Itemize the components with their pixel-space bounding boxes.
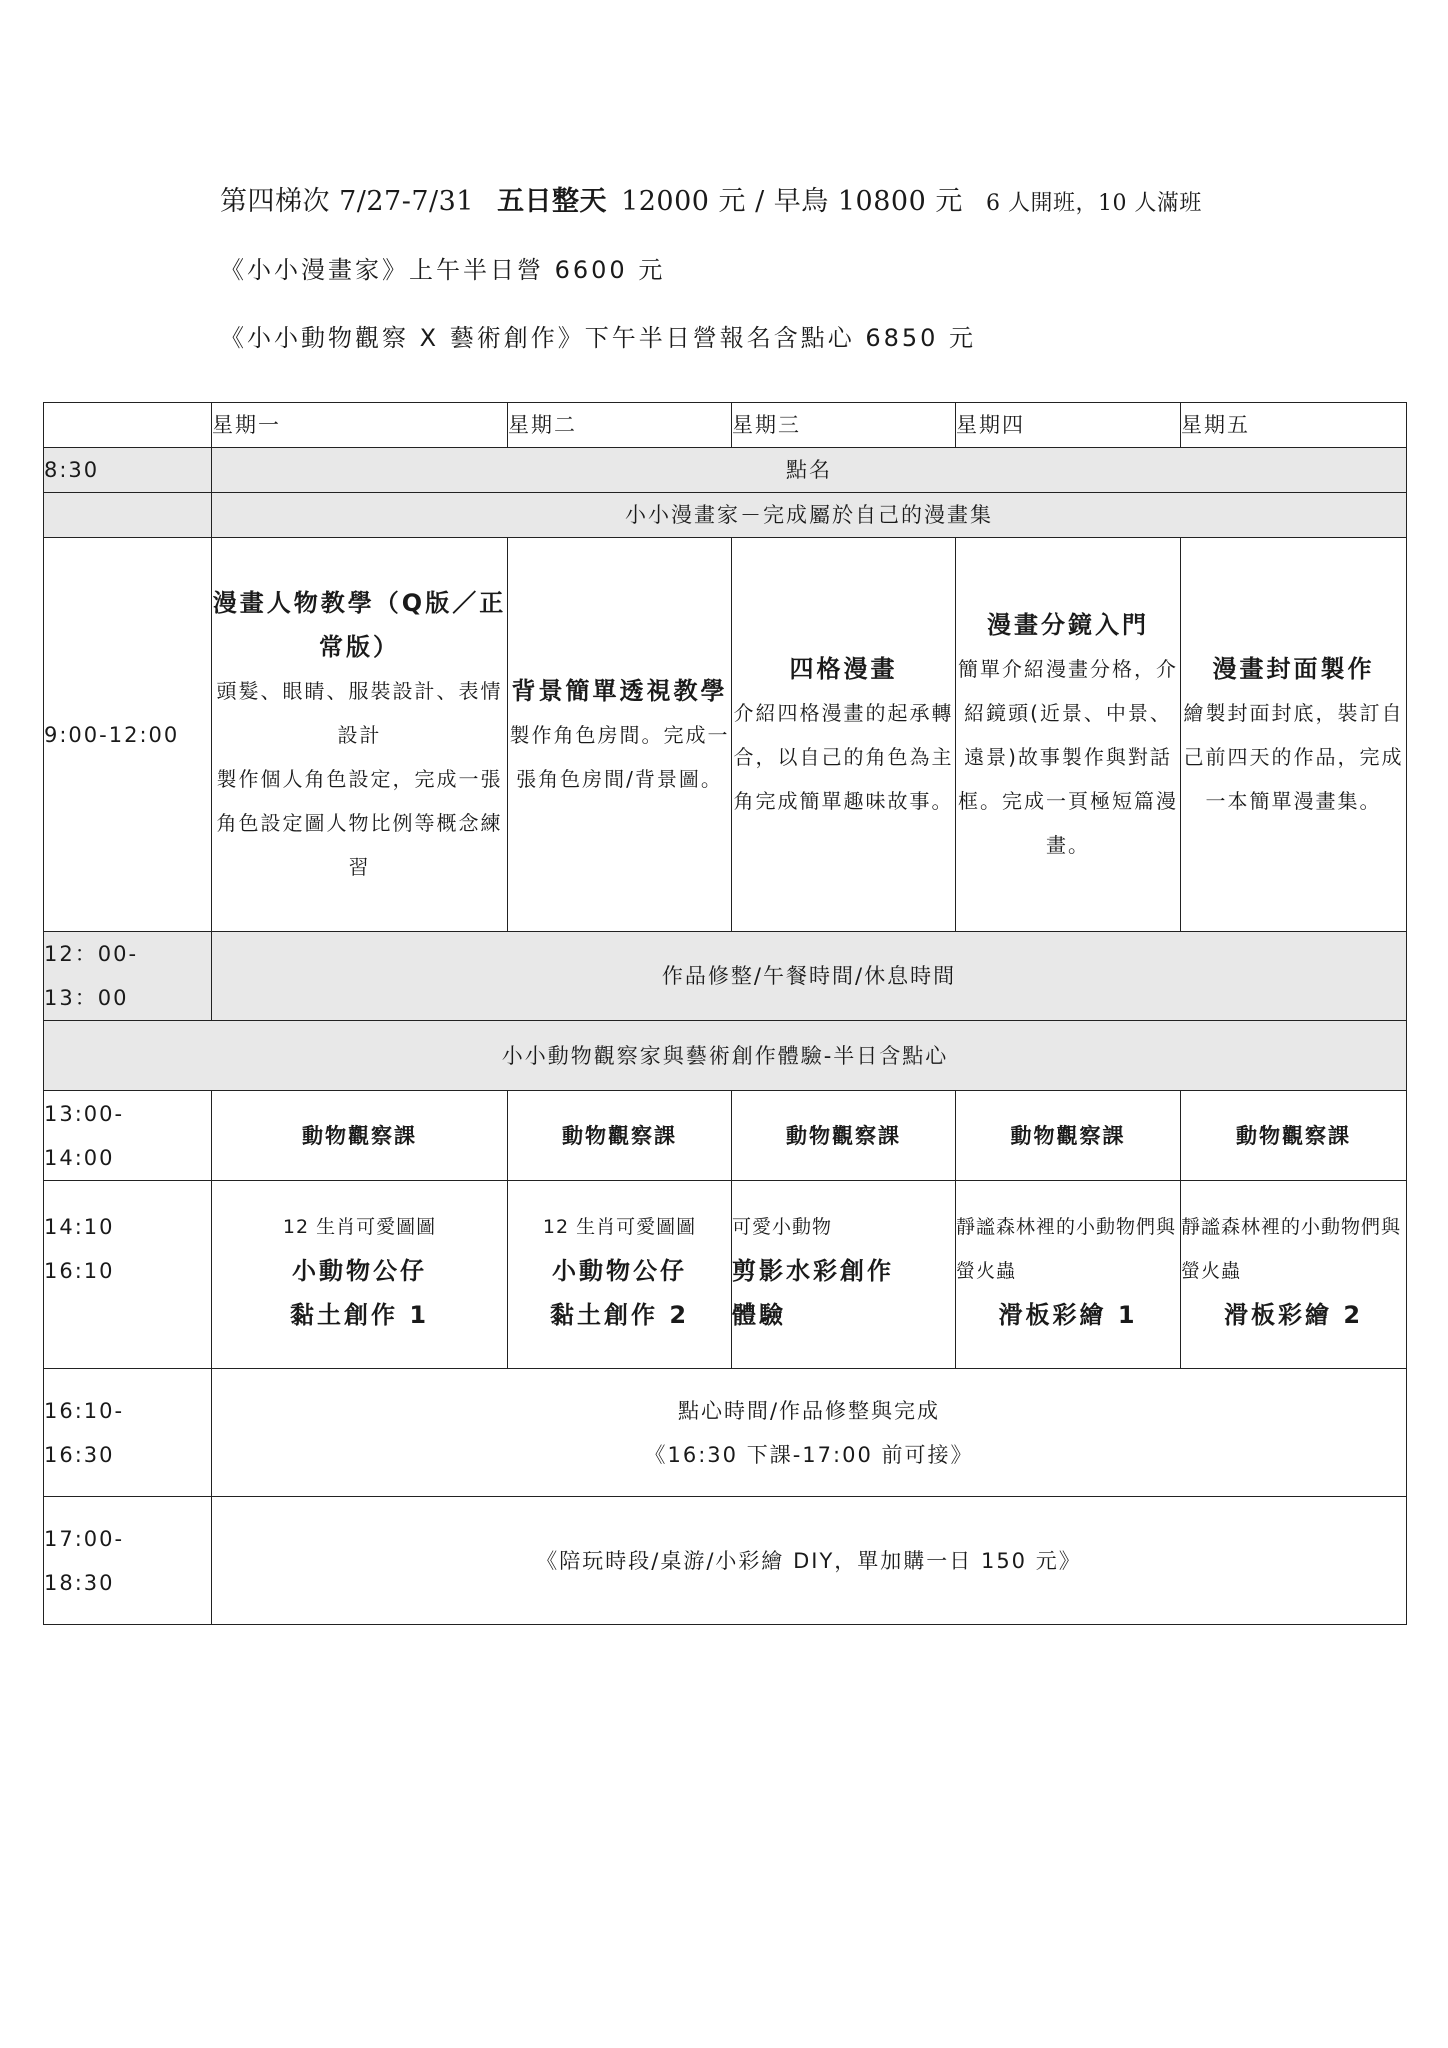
craft-subtitle: 12 生肖可愛圖圖 xyxy=(542,1216,697,1238)
time-end: 16:30 xyxy=(44,1442,115,1467)
class-desc: 繪製封面封底，裝訂自己前四天的作品，完成一本簡單漫畫集。 xyxy=(1183,700,1404,813)
day-header-row xyxy=(44,403,1407,448)
class-desc: 頭髮、眼睛、服裝設計、表情設計 xyxy=(216,678,503,747)
craft-title: 剪影水彩創作 xyxy=(732,1257,894,1285)
observe-wed-cell: 動物觀察課 xyxy=(732,1091,956,1181)
observe-mon-cell: 動物觀察課 xyxy=(212,1091,508,1181)
craft-row xyxy=(44,1181,1407,1369)
morning-tue-cell xyxy=(508,538,732,932)
craft-subtitle: 靜謐森林裡的小動物們與螢火蟲 xyxy=(956,1216,1177,1282)
time-cell xyxy=(44,932,212,1021)
time-cell xyxy=(44,1091,212,1181)
morning-thu-cell xyxy=(956,538,1181,932)
day-header-tue: 星期二 xyxy=(508,403,732,448)
craft-subtitle: 12 生肖可愛圖圖 xyxy=(282,1216,437,1238)
price-text: 12000 元 / 早鳥 10800 元 xyxy=(621,186,963,217)
play-cell: 《陪玩時段/桌游/小彩繪 DIY，單加購一日 150 元》 xyxy=(212,1497,1407,1625)
roll-call-row xyxy=(44,448,1407,493)
class-title: 漫畫人物教學（Q版／正常版） xyxy=(212,588,507,661)
time-cell xyxy=(44,1181,212,1369)
class-title: 漫畫分鏡入門 xyxy=(987,610,1149,639)
morning-section-row xyxy=(44,493,1407,538)
time-end: 13：00 xyxy=(44,986,129,1010)
schedule-table xyxy=(43,402,1407,1625)
craft-mon-cell xyxy=(212,1181,508,1369)
pickup-text: 《16:30 下課-17:00 前可接》 xyxy=(644,1442,974,1467)
class-desc: 介紹四格漫畫的起承轉合，以自己的角色為主角完成簡單趣味故事。 xyxy=(733,700,954,813)
class-desc: 簡單介紹漫畫分格，介紹鏡頭(近景、中景、遠景)故事製作與對話框。完成一頁極短篇漫畫。 xyxy=(958,656,1178,857)
afternoon-camp-price: 《小小動物觀察 X 藝術創作》下午半日營報名含點心 6850 元 xyxy=(220,324,977,352)
craft-title: 小動物公仔 xyxy=(552,1257,687,1285)
time-start: 14:10 xyxy=(44,1215,115,1239)
day-header-mon: 星期一 xyxy=(212,403,508,448)
class-desc: 製作角色房間。完成一張角色房間/背景圖。 xyxy=(509,722,730,791)
afternoon-section-title: 小小動物觀察家與藝術創作體驗-半日含點心 xyxy=(44,1021,1407,1091)
craft-title: 黏土創作 2 xyxy=(549,1301,690,1329)
roll-call-cell: 點名 xyxy=(212,448,1407,493)
session-dates: 第四梯次 7/27-7/31 xyxy=(220,186,474,217)
time-start: 12：00- xyxy=(44,942,139,966)
observe-row xyxy=(44,1091,1407,1181)
craft-subtitle: 可愛小動物 xyxy=(732,1216,833,1238)
morning-fri-cell xyxy=(1181,538,1407,932)
afternoon-section-row xyxy=(44,1021,1407,1091)
time-start: 16:10- xyxy=(44,1398,125,1423)
full-day-label: 五日整天 xyxy=(497,186,608,217)
craft-title: 小動物公仔 xyxy=(292,1257,427,1285)
craft-title: 黏土創作 1 xyxy=(289,1301,430,1329)
day-header-wed: 星期三 xyxy=(732,403,956,448)
section-time-cell xyxy=(44,493,212,538)
observe-thu-cell: 動物觀察課 xyxy=(956,1091,1181,1181)
morning-wed-cell xyxy=(732,538,956,932)
morning-camp-price: 《小小漫畫家》上午半日營 6600 元 xyxy=(220,256,666,284)
snack-cell xyxy=(212,1369,1407,1497)
time-end: 16:10 xyxy=(44,1259,115,1283)
class-title: 背景簡單透視教學 xyxy=(511,676,728,705)
morning-section-title: 小小漫畫家－完成屬於自己的漫畫集 xyxy=(212,493,1407,538)
time-cell: 9:00-12:00 xyxy=(44,538,212,932)
time-cell: 8:30 xyxy=(44,448,212,493)
observe-tue-cell: 動物觀察課 xyxy=(508,1091,732,1181)
morning-mon-cell xyxy=(212,538,508,932)
morning-class-row xyxy=(44,538,1407,932)
snack-row xyxy=(44,1369,1407,1497)
camp-title xyxy=(220,180,1400,224)
class-size-text: 6 人開班，10 人滿班 xyxy=(985,191,1202,216)
class-title: 漫畫封面製作 xyxy=(1212,654,1375,683)
time-cell xyxy=(44,1497,212,1625)
time-start: 13:00- xyxy=(44,1101,125,1126)
craft-subtitle: 靜謐森林裡的小動物們與螢火蟲 xyxy=(1181,1216,1402,1282)
document-header xyxy=(220,180,1400,358)
observe-fri-cell: 動物觀察課 xyxy=(1181,1091,1407,1181)
craft-title: 滑板彩繪 1 xyxy=(998,1301,1138,1329)
day-header-fri: 星期五 xyxy=(1181,403,1407,448)
time-end: 14:00 xyxy=(44,1145,115,1170)
day-header-thu: 星期四 xyxy=(956,403,1181,448)
snack-text: 點心時間/作品修整與完成 xyxy=(677,1398,941,1423)
class-title: 四格漫畫 xyxy=(789,654,898,683)
time-end: 18:30 xyxy=(44,1570,115,1595)
craft-tue-cell xyxy=(508,1181,732,1369)
craft-fri-cell xyxy=(1181,1181,1407,1369)
time-start: 17:00- xyxy=(44,1526,125,1551)
craft-thu-cell xyxy=(956,1181,1181,1369)
corner-cell xyxy=(44,403,212,448)
lunch-row xyxy=(44,932,1407,1021)
class-desc: 製作個人角色設定，完成一張角色設定圖人物比例等概念練習 xyxy=(216,766,503,879)
craft-title: 滑板彩繪 2 xyxy=(1223,1301,1364,1329)
craft-wed-cell xyxy=(732,1181,956,1369)
time-cell xyxy=(44,1369,212,1497)
lunch-cell: 作品修整/午餐時間/休息時間 xyxy=(212,932,1407,1021)
craft-title: 體驗 xyxy=(732,1301,786,1329)
play-row xyxy=(44,1497,1407,1625)
